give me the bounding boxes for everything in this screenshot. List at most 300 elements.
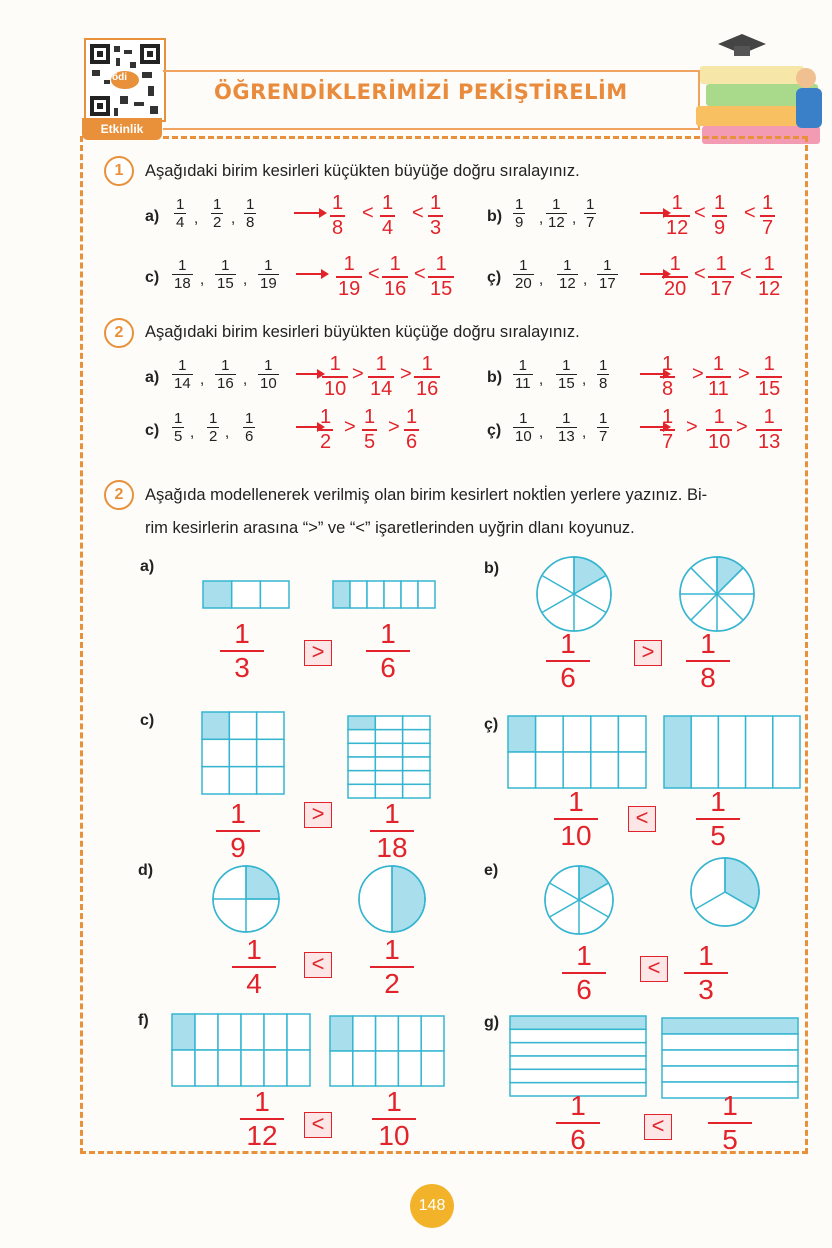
section3-label-7: g) <box>484 1014 500 1031</box>
section1-comma-0-0: , <box>194 210 199 227</box>
section1-given-3-2 <box>597 257 618 292</box>
section1-label-1: b) <box>487 208 503 225</box>
gridC2-cell-4-1 <box>375 771 402 785</box>
stripH2-cell-0-0 <box>662 1018 798 1034</box>
section2-answer-2-2-denominator: 6 <box>406 431 418 453</box>
gridC2-cell-2-1 <box>375 743 402 757</box>
section2-label-0: a) <box>145 369 160 386</box>
comparison-box-1[interactable]: > <box>634 640 662 666</box>
section1-given-1-0-numerator: 1 <box>515 196 524 213</box>
section2-comma-3-1: , <box>582 424 587 441</box>
gridC2-cell-3-1 <box>375 757 402 771</box>
section1-given-2-0-denominator: 18 <box>174 275 191 292</box>
section1-arrow-2 <box>296 273 322 275</box>
section3-right-fraction-3 <box>696 786 740 852</box>
section2-given-1-2 <box>597 357 609 392</box>
gridC2-cell-5-0 <box>348 784 375 798</box>
comparison-box-4[interactable]: < <box>304 952 332 978</box>
gridC2-cell-5-1 <box>375 784 402 798</box>
model-g-left <box>508 1014 648 1098</box>
section3-right-fraction-7 <box>708 1090 752 1156</box>
section1-answer-0-1 <box>380 192 395 240</box>
section2-given-3-0 <box>513 410 534 445</box>
section1-answer-2-2-numerator: 1 <box>435 253 447 275</box>
section2-answer-2-0-numerator: 1 <box>320 406 332 428</box>
section1-given-2-2-numerator: 1 <box>264 257 273 274</box>
section3-left-fraction-6-denominator: 12 <box>240 1118 284 1152</box>
gridG1-cell-1-1 <box>195 1050 218 1086</box>
section3-left-fraction-0-denominator: 3 <box>220 650 264 684</box>
section2-answer-2-1 <box>362 406 377 454</box>
section1-answer-2-1 <box>382 253 408 301</box>
section2-given-2-1-denominator: 2 <box>209 428 218 445</box>
section3-left-fraction-5-denominator: 6 <box>562 972 606 1006</box>
section1-comma-0-1: , <box>231 210 236 227</box>
question-number-2: 2 <box>104 318 134 348</box>
model-c-left <box>200 710 286 796</box>
section1-answer-1-1 <box>712 192 727 240</box>
section2-comma-1-0: , <box>539 371 544 388</box>
section3-right-fraction-6-numerator: 1 <box>386 1086 402 1117</box>
section2-comma-3-0: , <box>539 424 544 441</box>
gridG2-cell-1-1 <box>353 1051 376 1086</box>
section3-right-fraction-3-numerator: 1 <box>710 786 726 817</box>
gridG1-cell-1-4 <box>264 1050 287 1086</box>
gridD1-cell-1-4 <box>618 752 646 788</box>
gridC2-cell-1-0 <box>348 730 375 744</box>
section2-arrow-2 <box>296 426 318 428</box>
section1-instruction: Aşağıdaki birim kesirleri küçükten büyüğe doğru sıralayınız. <box>145 162 580 180</box>
section1-answer-0-1-denominator: 4 <box>382 217 394 239</box>
section1-answer-1-0-numerator: 1 <box>671 192 683 214</box>
section1-answer-2-0-numerator: 1 <box>343 253 355 275</box>
qr-code[interactable] <box>84 38 166 122</box>
section2-answer-3-0 <box>660 406 675 454</box>
section1-given-1-1-denominator: 12 <box>548 214 565 231</box>
section2-given-2-1 <box>207 410 219 445</box>
section3-right-fraction-1-denominator: 8 <box>686 660 730 694</box>
section2-answer-0-1 <box>368 353 394 401</box>
stripH2-cell-3-0 <box>662 1066 798 1082</box>
section3-left-fraction-3-denominator: 10 <box>554 818 598 852</box>
model-cc-left <box>506 714 648 790</box>
section1-sign-0-1: < <box>412 202 424 224</box>
section2-answer-3-1-numerator: 1 <box>713 406 725 428</box>
stripH2-cell-2-0 <box>662 1050 798 1066</box>
stripH1-cell-4-0 <box>510 1069 646 1082</box>
section1-given-1-1 <box>546 196 567 231</box>
section3-left-fraction-5-numerator: 1 <box>576 940 592 971</box>
section3-left-fraction-2 <box>216 798 260 864</box>
section2-answer-2-1-denominator: 5 <box>364 431 376 453</box>
comparison-box-0[interactable]: > <box>304 640 332 666</box>
question-number-1: 1 <box>104 156 134 186</box>
section3-right-fraction-5-denominator: 3 <box>684 972 728 1006</box>
section2-answer-1-0-numerator: 1 <box>662 353 674 375</box>
gridD1-cell-1-1 <box>536 752 564 788</box>
gridG1-cell-0-2 <box>218 1014 241 1050</box>
section1-sign-3-0: < <box>694 263 706 285</box>
section2-sign-3-0: > <box>686 416 698 438</box>
section1-given-3-2-numerator: 1 <box>603 257 612 274</box>
gridD2-cell-0-2 <box>718 716 745 788</box>
section2-sign-0-1: > <box>400 363 412 385</box>
gridD2-cell-0-3 <box>746 716 773 788</box>
section1-given-3-2-denominator: 17 <box>599 275 616 292</box>
gridC2-cell-0-2 <box>403 716 430 730</box>
section3-left-fraction-7-denominator: 6 <box>556 1122 600 1156</box>
section2-answer-3-1-denominator: 10 <box>708 431 731 453</box>
section2-given-2-0-numerator: 1 <box>174 410 183 427</box>
section1-given-1-2-numerator: 1 <box>586 196 595 213</box>
section1-answer-3-1-numerator: 1 <box>715 253 727 275</box>
gridG1-cell-1-3 <box>241 1050 264 1086</box>
section1-arrow-3 <box>640 273 664 275</box>
comparison-box-6[interactable]: < <box>304 1112 332 1138</box>
section3-right-fraction-7-numerator: 1 <box>722 1090 738 1121</box>
section3-label-6: f) <box>138 1012 149 1029</box>
stripH1-cell-1-0 <box>510 1029 646 1042</box>
model-b-left <box>534 554 614 634</box>
section2-sign-1-0: > <box>692 363 704 385</box>
section2-answer-3-2-denominator: 13 <box>758 431 781 453</box>
section3-left-fraction-5 <box>562 940 606 1006</box>
section2-answer-0-0-denominator: 10 <box>324 378 347 400</box>
section1-given-2-0-numerator: 1 <box>178 257 187 274</box>
section2-given-2-2 <box>243 410 255 445</box>
section1-given-1-1-numerator: 1 <box>552 196 561 213</box>
gridD1-cell-1-3 <box>591 752 619 788</box>
section1-given-0-2-denominator: 8 <box>246 214 255 231</box>
section3-right-fraction-1 <box>686 628 730 694</box>
gridG2-cell-1-3 <box>398 1051 421 1086</box>
gridG1-cell-0-0 <box>172 1014 195 1050</box>
section1-given-0-0-numerator: 1 <box>176 196 185 213</box>
section1-given-2-1 <box>215 257 236 292</box>
section3-right-fraction-2-numerator: 1 <box>384 798 400 829</box>
section2-given-1-0 <box>513 357 533 392</box>
gridG2-cell-1-0 <box>330 1051 353 1086</box>
section2-answer-1-2 <box>756 353 782 401</box>
section2-given-3-1-denominator: 13 <box>558 428 575 445</box>
section2-answer-2-0 <box>318 406 333 454</box>
gridC2-cell-2-0 <box>348 743 375 757</box>
section1-given-2-0 <box>172 257 193 292</box>
section2-given-2-2-numerator: 1 <box>245 410 254 427</box>
gridD1-cell-0-3 <box>591 716 619 752</box>
section2-given-0-1-numerator: 1 <box>221 357 230 374</box>
section3-right-fraction-5-numerator: 1 <box>698 940 714 971</box>
section3-left-fraction-0 <box>220 618 264 684</box>
section2-given-3-0-denominator: 10 <box>515 428 532 445</box>
section1-comma-1-0: , <box>539 210 544 227</box>
section2-sign-3-1: > <box>736 416 748 438</box>
section1-given-0-2-numerator: 1 <box>246 196 255 213</box>
page-title: ÖĞRENDİKLERİMİZİ PEKİŞTİRELİM <box>214 80 628 104</box>
section2-given-3-1-numerator: 1 <box>562 410 571 427</box>
section1-answer-3-1-denominator: 17 <box>710 278 733 300</box>
section1-answer-3-0 <box>662 253 688 301</box>
comparison-box-5[interactable]: < <box>640 956 668 982</box>
section1-answer-2-1-denominator: 16 <box>384 278 407 300</box>
section1-answer-0-1-numerator: 1 <box>382 192 394 214</box>
section2-answer-1-2-denominator: 15 <box>758 378 781 400</box>
model-e-left <box>540 864 618 936</box>
section2-given-2-1-numerator: 1 <box>209 410 218 427</box>
section1-given-1-2 <box>584 196 596 231</box>
model-g-right <box>660 1016 800 1100</box>
section1-given-1-0-denominator: 9 <box>515 214 524 231</box>
section3-left-fraction-6-numerator: 1 <box>254 1086 270 1117</box>
model-f-left <box>170 1012 312 1088</box>
section2-answer-2-2 <box>404 406 419 454</box>
stripH1-cell-3-0 <box>510 1056 646 1069</box>
section1-given-0-0 <box>174 196 186 231</box>
section1-answer-3-0-denominator: 20 <box>664 278 687 300</box>
gridC1-cell-2-1 <box>229 767 256 794</box>
section3-left-fraction-4 <box>232 934 276 1000</box>
section2-given-1-2-numerator: 1 <box>599 357 608 374</box>
section2-given-1-1-denominator: 15 <box>558 375 575 392</box>
section2-answer-0-0-numerator: 1 <box>329 353 341 375</box>
section2-given-1-1 <box>556 357 577 392</box>
gridC1-cell-1-1 <box>229 739 256 766</box>
section2-answer-3-0-denominator: 7 <box>662 431 674 453</box>
section3-label-5: e) <box>484 862 499 879</box>
section2-answer-1-0 <box>660 353 675 401</box>
gridC1-cell-2-2 <box>257 767 284 794</box>
section1-answer-0-2-denominator: 3 <box>430 217 442 239</box>
section1-given-1-0 <box>513 196 525 231</box>
section2-given-1-0-denominator: 11 <box>515 375 531 392</box>
section3-left-fraction-7 <box>556 1090 600 1156</box>
section1-answer-3-2-numerator: 1 <box>763 253 775 275</box>
section3-label-4: d) <box>138 862 154 879</box>
gridG1-cell-0-1 <box>195 1014 218 1050</box>
section2-answer-1-1-numerator: 1 <box>712 353 724 375</box>
gridC2-cell-1-1 <box>375 730 402 744</box>
section1-given-2-2-denominator: 19 <box>260 275 277 292</box>
qr-label: ödi <box>112 72 127 83</box>
gridD2-cell-0-0 <box>664 716 691 788</box>
section2-answer-3-2 <box>756 406 782 454</box>
section1-answer-1-0-denominator: 12 <box>666 217 689 239</box>
section2-comma-2-1: , <box>225 424 230 441</box>
model-d-right <box>354 864 430 934</box>
section1-answer-0-2-numerator: 1 <box>430 192 442 214</box>
gridD1-cell-1-0 <box>508 752 536 788</box>
section3-right-fraction-6-denominator: 10 <box>372 1118 416 1152</box>
gridG1-cell-1-2 <box>218 1050 241 1086</box>
section3-left-fraction-7-numerator: 1 <box>570 1090 586 1121</box>
comparison-box-2[interactable]: > <box>304 802 332 828</box>
gridG2-cell-1-2 <box>376 1051 399 1086</box>
gridD2-cell-0-4 <box>773 716 800 788</box>
section2-given-2-0-denominator: 5 <box>174 428 183 445</box>
section1-answer-3-1 <box>708 253 734 301</box>
section2-sign-1-1: > <box>738 363 750 385</box>
gridC2-cell-1-2 <box>403 730 430 744</box>
section2-given-0-2 <box>258 357 279 392</box>
page-number: 148 <box>410 1184 454 1228</box>
section1-answer-2-0 <box>336 253 362 301</box>
section1-given-2-1-numerator: 1 <box>221 257 230 274</box>
section2-answer-3-2-numerator: 1 <box>763 406 775 428</box>
section2-sign-2-0: > <box>344 416 356 438</box>
section2-answer-3-0-numerator: 1 <box>662 406 674 428</box>
section1-answer-3-2-denominator: 12 <box>758 278 781 300</box>
section1-comma-2-1: , <box>243 271 248 288</box>
section1-label-0: a) <box>145 208 160 225</box>
section1-answer-1-2-numerator: 1 <box>762 192 774 214</box>
section1-answer-0-0-numerator: 1 <box>332 192 344 214</box>
section2-answer-0-1-denominator: 14 <box>370 378 393 400</box>
gridD1-cell-0-4 <box>618 716 646 752</box>
section2-answer-0-0 <box>322 353 348 401</box>
section2-comma-2-0: , <box>190 424 195 441</box>
gridG1-cell-1-5 <box>287 1050 310 1086</box>
section1-answer-1-1-numerator: 1 <box>714 192 726 214</box>
section1-given-3-0 <box>513 257 534 292</box>
section1-answer-3-0-numerator: 1 <box>669 253 681 275</box>
model-f-right <box>328 1014 446 1088</box>
section2-answer-2-2-numerator: 1 <box>406 406 418 428</box>
section3-label-0: a) <box>140 558 155 575</box>
section2-given-0-2-numerator: 1 <box>264 357 273 374</box>
gridC2-cell-0-1 <box>375 716 402 730</box>
section3-right-fraction-4 <box>370 934 414 1000</box>
section3-left-fraction-4-numerator: 1 <box>246 934 262 965</box>
gridG2-cell-0-2 <box>376 1016 399 1051</box>
section1-answer-2-1-numerator: 1 <box>389 253 401 275</box>
gridG2-cell-0-1 <box>353 1016 376 1051</box>
gridD1-cell-0-0 <box>508 716 536 752</box>
gridC2-cell-4-0 <box>348 771 375 785</box>
section1-comma-2-0: , <box>200 271 205 288</box>
section2-sign-2-1: > <box>388 416 400 438</box>
section1-given-3-1-denominator: 12 <box>559 275 576 292</box>
comparison-box-7[interactable]: < <box>644 1114 672 1140</box>
section2-given-2-0 <box>172 410 184 445</box>
gridC2-cell-3-0 <box>348 757 375 771</box>
gridC2-cell-5-2 <box>403 784 430 798</box>
section3-left-fraction-3 <box>554 786 598 852</box>
section2-given-3-2 <box>597 410 609 445</box>
gridG1-cell-1-0 <box>172 1050 195 1086</box>
section2-comma-0-1: , <box>243 371 248 388</box>
section1-given-0-1-denominator: 2 <box>213 214 222 231</box>
gridG2-cell-0-0 <box>330 1016 353 1051</box>
gridD1-cell-0-2 <box>563 716 591 752</box>
section3-instruction-line2: rim kesirlerin arasına “>” ve “<” işaretlerinden uyğrin dlanı koyunuz. <box>145 519 635 537</box>
section2-answer-0-2-numerator: 1 <box>421 353 433 375</box>
section1-answer-3-2 <box>756 253 782 301</box>
stripH1-cell-0-0 <box>510 1016 646 1029</box>
gridC1-cell-0-1 <box>229 712 256 739</box>
section3-left-fraction-2-denominator: 9 <box>216 830 260 864</box>
section1-comma-3-0: , <box>539 271 544 288</box>
pieE2-shaded-slice <box>392 866 425 932</box>
model-c-right <box>346 714 432 800</box>
section3-right-fraction-7-denominator: 5 <box>708 1122 752 1156</box>
section3-left-fraction-2-numerator: 1 <box>230 798 246 829</box>
section1-comma-3-1: , <box>583 271 588 288</box>
section1-given-2-1-denominator: 15 <box>217 275 234 292</box>
section3-left-fraction-1-numerator: 1 <box>560 628 576 659</box>
section3-label-1: b) <box>484 560 500 577</box>
section2-answer-1-1 <box>706 353 731 401</box>
section2-given-3-1 <box>556 410 577 445</box>
gridD1-cell-0-1 <box>536 716 564 752</box>
gridC2-cell-3-2 <box>403 757 430 771</box>
section1-given-1-2-denominator: 7 <box>586 214 595 231</box>
section1-comma-1-1: , <box>572 210 577 227</box>
section2-comma-0-0: , <box>200 371 205 388</box>
gridC1-cell-1-0 <box>202 739 229 766</box>
gridC2-cell-0-0 <box>348 716 375 730</box>
activity-badge: Etkinlik <box>82 118 162 140</box>
section1-sign-2-0: < <box>368 263 380 285</box>
section1-answer-1-2 <box>760 192 775 240</box>
section2-given-1-2-denominator: 8 <box>599 375 608 392</box>
section2-given-0-0-denominator: 14 <box>174 375 191 392</box>
section1-answer-0-0-denominator: 8 <box>332 217 344 239</box>
section2-given-0-0-numerator: 1 <box>178 357 187 374</box>
section2-arrow-0 <box>296 373 318 375</box>
gridC2-cell-4-2 <box>403 771 430 785</box>
section3-right-fraction-0-denominator: 6 <box>366 650 410 684</box>
section2-label-2: c) <box>145 422 160 439</box>
section3-right-fraction-0-numerator: 1 <box>380 618 396 649</box>
model-cc-right <box>662 714 802 790</box>
gridD2-cell-0-1 <box>691 716 718 788</box>
section2-given-1-0-numerator: 1 <box>518 357 527 374</box>
section1-sign-3-1: < <box>740 263 752 285</box>
section3-instruction-line1: Aşağıda modellenerek verilmiş olan birim kesirlert noktl̇en yerlere yazınız. Bi- <box>145 486 708 504</box>
gridG2-cell-1-4 <box>421 1051 444 1086</box>
section1-answer-2-2 <box>428 253 454 301</box>
section2-given-3-2-denominator: 7 <box>599 428 608 445</box>
comparison-box-3[interactable]: < <box>628 806 656 832</box>
section1-sign-1-0: < <box>694 202 706 224</box>
gridC1-cell-2-0 <box>202 767 229 794</box>
section2-sign-0-0: > <box>352 363 364 385</box>
model-b-right <box>677 554 757 634</box>
section2-instruction: Aşağıdaki birim kesirleri büyükten küçüğe doğru sıralayınız. <box>145 323 580 341</box>
section2-answer-0-1-numerator: 1 <box>375 353 387 375</box>
section1-sign-1-1: < <box>744 202 756 224</box>
gridC1-cell-0-0 <box>202 712 229 739</box>
section1-answer-0-2 <box>428 192 443 240</box>
gridG2-cell-0-3 <box>398 1016 421 1051</box>
gridG1-cell-0-3 <box>241 1014 264 1050</box>
section2-given-1-1-numerator: 1 <box>562 357 571 374</box>
gridD1-cell-1-2 <box>563 752 591 788</box>
section1-sign-0-0: < <box>362 202 374 224</box>
model-a-left <box>202 580 290 610</box>
stripH2-cell-1-0 <box>662 1034 798 1050</box>
section3-right-fraction-5 <box>684 940 728 1006</box>
section2-answer-0-2 <box>414 353 440 401</box>
section3-right-fraction-4-numerator: 1 <box>384 934 400 965</box>
model-a-right <box>332 580 436 610</box>
section2-label-3: ç) <box>487 422 502 439</box>
section3-label-2: c) <box>140 712 155 729</box>
section3-right-fraction-6 <box>372 1086 416 1152</box>
section2-given-0-2-denominator: 10 <box>260 375 277 392</box>
section1-given-0-1 <box>211 196 223 231</box>
gridG1-cell-0-5 <box>287 1014 310 1050</box>
